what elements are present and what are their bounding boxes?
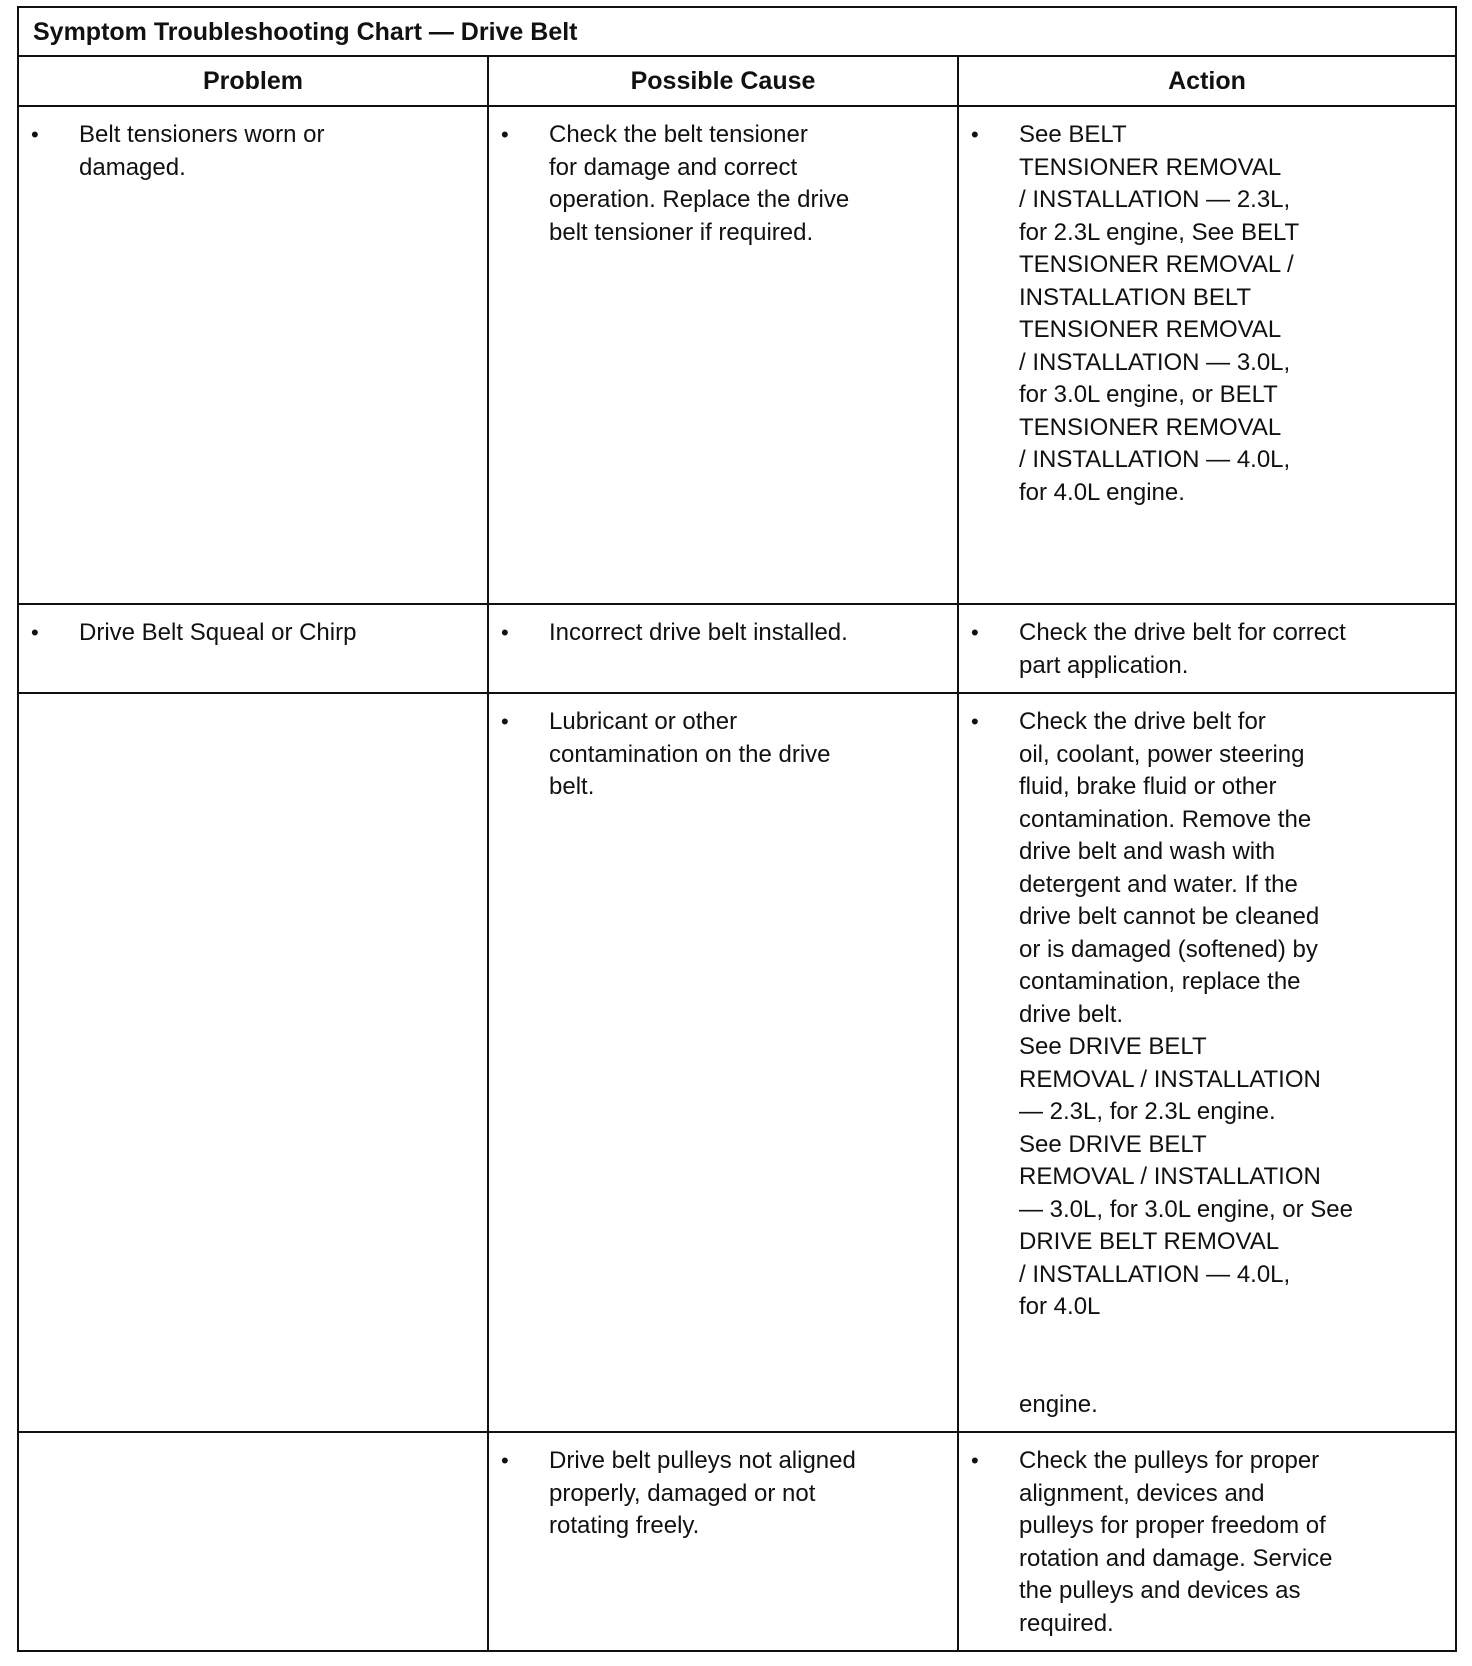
bullet-icon: •	[501, 709, 509, 734]
header-cause: Possible Cause	[488, 57, 958, 106]
cause-cell	[488, 604, 958, 693]
bullet-item	[971, 706, 1445, 1421]
bullet-icon: •	[971, 620, 979, 645]
bullet-item	[971, 617, 1445, 682]
bullet-icon: •	[501, 1448, 509, 1473]
table-row	[19, 604, 1455, 693]
bullet-item	[501, 706, 947, 804]
action-cell	[958, 1432, 1455, 1650]
action-cell	[958, 604, 1455, 693]
bullet-icon: •	[971, 122, 979, 147]
cause-text: Lubricant or other contamination on the drive belt.	[549, 708, 831, 800]
problem-text: Drive Belt Squeal or Chirp	[79, 619, 357, 646]
problem-cell	[19, 106, 488, 604]
bullet-item	[971, 1445, 1445, 1640]
bullet-item	[501, 119, 947, 249]
problem-cell	[19, 693, 488, 1432]
header-action: Action	[958, 57, 1455, 106]
cause-text: Incorrect drive belt installed.	[549, 619, 848, 646]
header-problem: Problem	[19, 57, 488, 106]
bullet-item	[971, 119, 1445, 509]
bullet-item	[501, 617, 947, 650]
cause-text: Check the belt tensioner for damage and correct operation. Replace the drive belt tensioner if required.	[549, 121, 850, 246]
bullet-icon: •	[971, 709, 979, 734]
cause-text: Drive belt pulleys not aligned properly, damaged or not rotating freely.	[549, 1447, 856, 1539]
table-row	[19, 693, 1455, 1432]
cause-cell	[488, 106, 958, 604]
bullet-icon: •	[501, 620, 509, 645]
action-text: Check the pulleys for proper alignment, devices and pulleys for proper freedom of rotation and damage. Service the pulleys and devices as required.	[1019, 1447, 1333, 1637]
bullet-item	[31, 119, 477, 184]
action-text: Check the drive belt for correct part application.	[1019, 619, 1346, 679]
bullet-item	[501, 1445, 947, 1543]
troubleshooting-table	[19, 57, 1455, 1650]
action-cell	[958, 693, 1455, 1432]
cause-cell	[488, 693, 958, 1432]
bullet-icon: •	[971, 1448, 979, 1473]
cause-cell	[488, 1432, 958, 1650]
bullet-icon: •	[501, 122, 509, 147]
problem-cell	[19, 604, 488, 693]
table-row	[19, 1432, 1455, 1650]
chart-title: Symptom Troubleshooting Chart — Drive Belt	[19, 8, 1455, 57]
header-row	[19, 57, 1455, 106]
troubleshooting-chart	[17, 6, 1457, 1652]
bullet-item	[31, 617, 477, 650]
action-text: Check the drive belt for oil, coolant, power steering fluid, brake fluid or other contamination. Remove the drive belt and wash with detergent and water. If the drive belt cannot be cleaned or is damaged (softened) by contamination, replace the drive belt. See DRIVE BELT REMOVAL / INSTALLATION — 2.3L, for 2.3L engine. See DRIVE BELT REMOVAL / INSTALLATION — 3.0L, for 3.0L engine, or See DRIVE BELT REMOVAL / INSTALLATION — 4.0L, for 4.0L engine.	[1019, 708, 1353, 1418]
action-text: See BELT TENSIONER REMOVAL / INSTALLATION — 2.3L, for 2.3L engine, See BELT TENSIONER REMOVAL / INSTALLATION BELT TENSIONER REMOVAL / INSTALLATION — 3.0L, for 3.0L engine, or BELT TENSIONER REMOVAL / INSTALLATION — 4.0L, for 4.0L engine.	[1019, 121, 1300, 506]
bullet-icon: •	[31, 122, 39, 147]
table-row	[19, 106, 1455, 604]
action-cell	[958, 106, 1455, 604]
bullet-icon: •	[31, 620, 39, 645]
problem-cell	[19, 1432, 488, 1650]
problem-text: Belt tensioners worn or damaged.	[79, 121, 325, 181]
